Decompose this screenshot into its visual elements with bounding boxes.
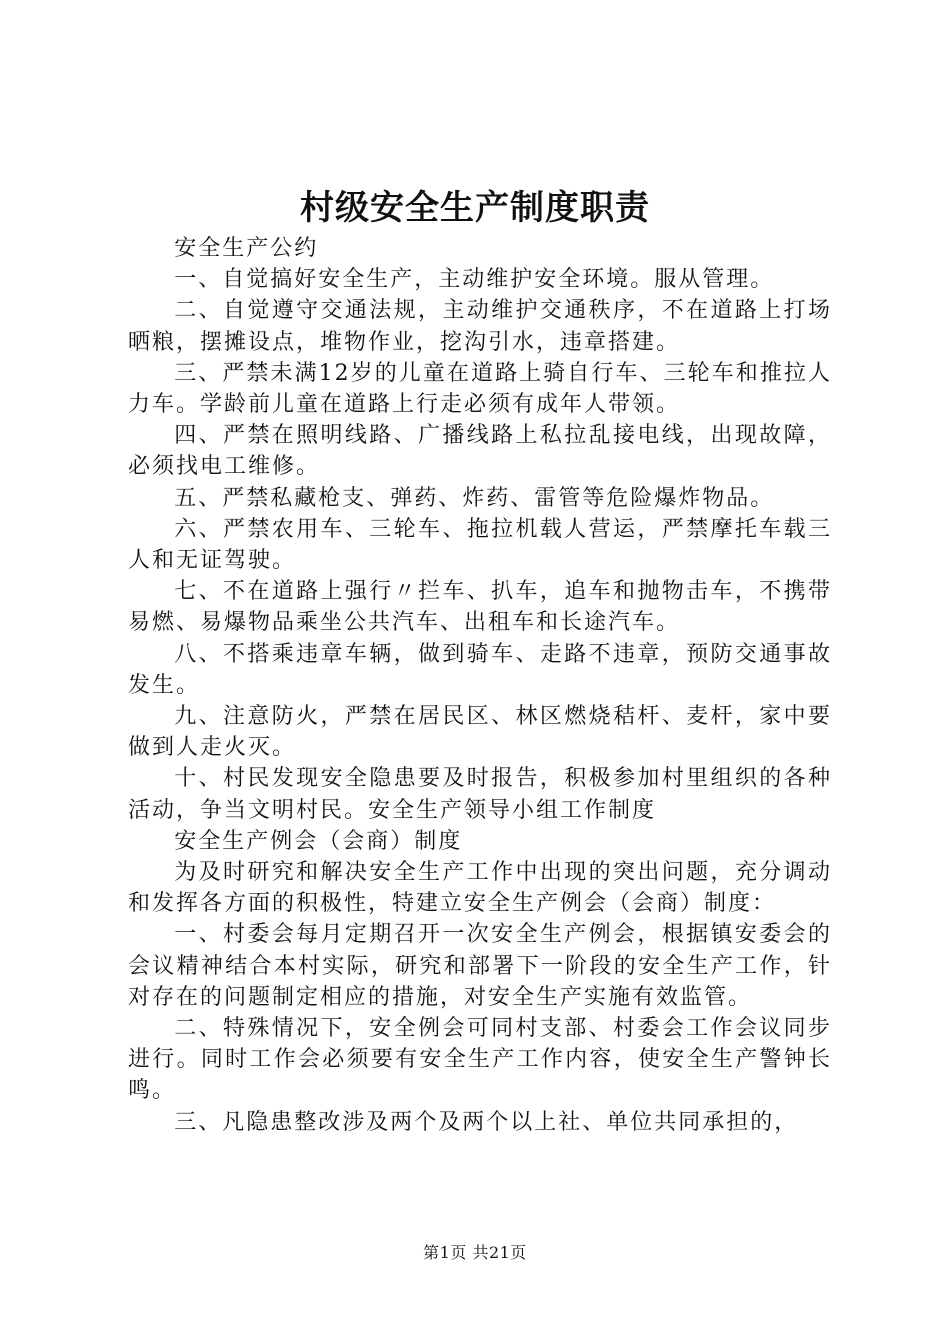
paragraph: 七、不在道路上强行〃拦车、扒车，追车和抛物击车，不携带易燃、易爆物品乘坐公共汽车、出租车和长途汽车。 — [128, 579, 832, 636]
paragraph: 八、不搭乘违章车辆，做到骑车、走路不违章，预防交通事故发生。 — [128, 641, 832, 698]
paragraph: 一、自觉搞好安全生产，主动维护安全环境。服从管理。 — [174, 267, 775, 293]
paragraph: 九、注意防火，严禁在居民区、林区燃烧秸杆、麦杆，家中要做到人走火灭。 — [128, 704, 832, 761]
paragraph: 十、村民发现安全隐患要及时报告，积极参加村里组织的各种活动，争当文明村民。安全生产领导小组工作制度 — [128, 766, 832, 823]
paragraph: 二、自觉遵守交通法规，主动维护交通秩序，不在道路上打场晒粮，摆摊设点，堆物作业，挖沟引水，违章搭建。 — [128, 298, 832, 355]
paragraph: 安全生产公约 — [174, 236, 319, 261]
page-number-footer: 第1页 共21页 — [423, 1243, 527, 1262]
paragraph: 安全生产例会（会商）制度 — [174, 828, 463, 854]
paragraph: 四、严禁在照明线路、广播线路上私拉乱接电线，出现故障，必须找电工维修。 — [128, 423, 832, 480]
paragraph: 三、凡隐患整改涉及两个及两个以上社、单位共同承担的， — [174, 1109, 799, 1135]
paragraph: 二、特殊情况下，安全例会可同村支部、村委会工作会议同步进行。同时工作会必须要有安全生产工作内容，使安全生产警钟长鸣。 — [128, 1016, 832, 1104]
paragraph: 五、严禁私藏枪支、弹药、炸药、雷管等危险爆炸物品。 — [174, 485, 775, 511]
paragraph: 六、严禁农用车、三轮车、拖拉机载人营运，严禁摩托车载三人和无证驾驶。 — [128, 516, 832, 574]
paragraph: 三、严禁未满12岁的儿童在道路上骑自行车、三轮车和推拉人力车。学龄前儿童在道路上行走必须有成年人带领。 — [128, 360, 832, 418]
document-title: 村级安全生产制度职责 — [300, 188, 650, 228]
paragraph: 为及时研究和解决安全生产工作中出现的突出问题，充分调动和发挥各方面的积极性，特建立安全生产例会（会商）制度： — [128, 860, 832, 917]
document-body — [128, 233, 832, 1138]
paragraph: 一、村委会每月定期召开一次安全生产例会，根据镇安委会的会议精神结合本村实际，研究和部署下一阶段的安全生产工作，针对存在的问题制定相应的措施，对安全生产实施有效监管。 — [128, 922, 832, 1010]
